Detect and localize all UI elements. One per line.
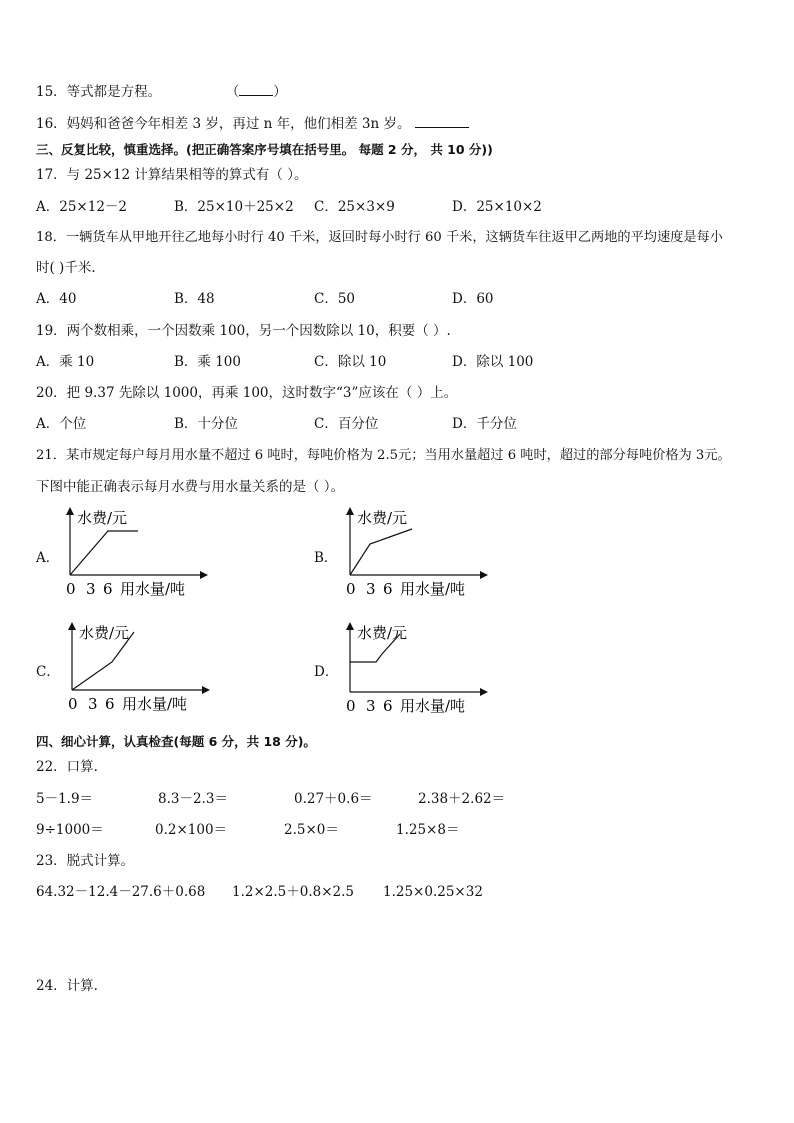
graph-d-tick-0: 0	[346, 697, 356, 715]
graph-b-tick-0: 0	[346, 580, 356, 598]
question-21-line1: 21．某市规定每户每月用水量不超过 6 吨时，每吨价格为 2.5元；当用水量超过 6 吨时，超过的部分每吨价格为 3元。	[36, 448, 731, 463]
graph-c-tick-3: 3	[88, 695, 98, 713]
question-18-line2: 时( )千米.	[36, 260, 96, 276]
graph-b-tick-6: 6	[383, 580, 393, 598]
graph-a-tick-0: 0	[66, 580, 76, 598]
q22-item: 0.2×100＝	[155, 822, 228, 838]
graph-d-tick-6: 6	[383, 697, 393, 715]
q15-text: 15．等式都是方程。	[36, 84, 162, 100]
section-3-title: 三、反复比较，慎重选择。(把正确答案序号填在括号里。 每题 2 分， 共 10 分))	[36, 142, 493, 157]
question-24-title: 24．计算.	[36, 978, 98, 994]
question-15	[36, 83, 287, 101]
graph-d-label[interactable]: D．	[314, 664, 339, 680]
q22-item: 9÷1000＝	[36, 822, 104, 838]
q15-answer-blank[interactable]	[239, 83, 273, 96]
graph-c-ylabel: 水费/元	[79, 624, 130, 642]
q19-option-b[interactable]: B．乘 100	[174, 354, 241, 370]
graph-b-xlabel: 用水量/吨	[400, 580, 466, 598]
q19-option-c[interactable]: C．除以 10	[314, 354, 387, 370]
q17-option-b[interactable]: B．25×10＋25×2	[174, 199, 294, 215]
q15-paren-close: ）	[273, 84, 287, 100]
graph-a-label[interactable]: A．	[36, 550, 60, 566]
q23-item: 1.25×0.25×32	[383, 884, 483, 900]
q18-option-b[interactable]: B．48	[174, 291, 215, 307]
q22-item: 0.27＋0.6＝	[294, 791, 373, 807]
question-20: 20．把 9.37 先除以 1000，再乘 100，这时数字“3”应该在（ ）上。	[36, 385, 458, 401]
section-4-title: 四、细心计算，认真检查(每题 6 分，共 18 分)。	[36, 734, 316, 749]
graph-b	[340, 505, 490, 605]
q18-option-c[interactable]: C．50	[314, 291, 356, 307]
graph-c-xlabel: 用水量/吨	[122, 695, 188, 713]
question-22-title: 22．口算.	[36, 759, 98, 775]
q16-text: 16．妈妈和爸爸今年相差 3 岁，再过 n 年，他们相差 3n 岁。	[36, 116, 411, 132]
graph-a-ylabel: 水费/元	[77, 509, 128, 527]
q18-option-d[interactable]: D．60	[452, 291, 494, 307]
q19-option-d[interactable]: D．除以 100	[452, 354, 534, 370]
q23-item: 64.32－12.4－27.6＋0.68	[36, 884, 206, 900]
graph-c-tick-6: 6	[105, 695, 115, 713]
q20-option-d[interactable]: D．千分位	[452, 416, 517, 432]
q22-item: 2.5×0＝	[284, 822, 339, 838]
graph-a	[60, 505, 210, 605]
graph-a-tick-6: 6	[103, 580, 113, 598]
question-17: 17．与 25×12 计算结果相等的算式有（ ）。	[36, 167, 308, 183]
q17-option-d[interactable]: D．25×10×2	[452, 199, 542, 215]
graph-d	[340, 620, 490, 720]
q16-answer-blank[interactable]	[415, 115, 469, 128]
graph-a-xlabel: 用水量/吨	[120, 580, 186, 598]
graph-c-tick-0: 0	[68, 695, 78, 713]
graph-b-ylabel: 水费/元	[357, 509, 408, 527]
graph-c	[62, 620, 212, 720]
graph-b-tick-3: 3	[366, 580, 376, 598]
graph-c-label[interactable]: C．	[36, 664, 60, 680]
q17-option-a[interactable]: A．25×12－2	[36, 199, 128, 215]
graph-a-tick-3: 3	[86, 580, 96, 598]
q22-item: 5－1.9＝	[36, 791, 94, 807]
question-16	[36, 115, 469, 133]
q17-option-c[interactable]: C．25×3×9	[314, 199, 395, 215]
q22-item: 1.25×8＝	[396, 822, 460, 838]
question-19: 19．两个数相乘，一个因数乘 100，另一个因数除以 10，积要（ ）.	[36, 323, 451, 339]
q23-item: 1.2×2.5＋0.8×2.5	[232, 884, 355, 900]
question-21-line2: 下图中能正确表示每月水费与用水量关系的是（ ）。	[36, 479, 345, 495]
question-18-line1: 18．一辆货车从甲地开往乙地每小时行 40 千米，返回时每小时行 60 千米，这辆货车往返甲乙两地的平均速度是每小	[36, 230, 723, 245]
q22-item: 2.38＋2.62＝	[418, 791, 506, 807]
graph-d-tick-3: 3	[366, 697, 376, 715]
q15-paren-open: （	[225, 84, 240, 100]
graph-d-ylabel: 水费/元	[357, 624, 408, 642]
graph-b-label[interactable]: B．	[314, 550, 338, 566]
q20-option-b[interactable]: B．十分位	[174, 416, 238, 432]
graph-d-xlabel: 用水量/吨	[400, 697, 466, 715]
q20-option-c[interactable]: C．百分位	[314, 416, 379, 432]
q22-item: 8.3－2.3＝	[158, 791, 228, 807]
q19-option-a[interactable]: A．乘 10	[36, 354, 95, 370]
q20-option-a[interactable]: A．个位	[36, 416, 87, 432]
q18-option-a[interactable]: A．40	[36, 291, 77, 307]
question-23-title: 23．脱式计算。	[36, 853, 135, 869]
